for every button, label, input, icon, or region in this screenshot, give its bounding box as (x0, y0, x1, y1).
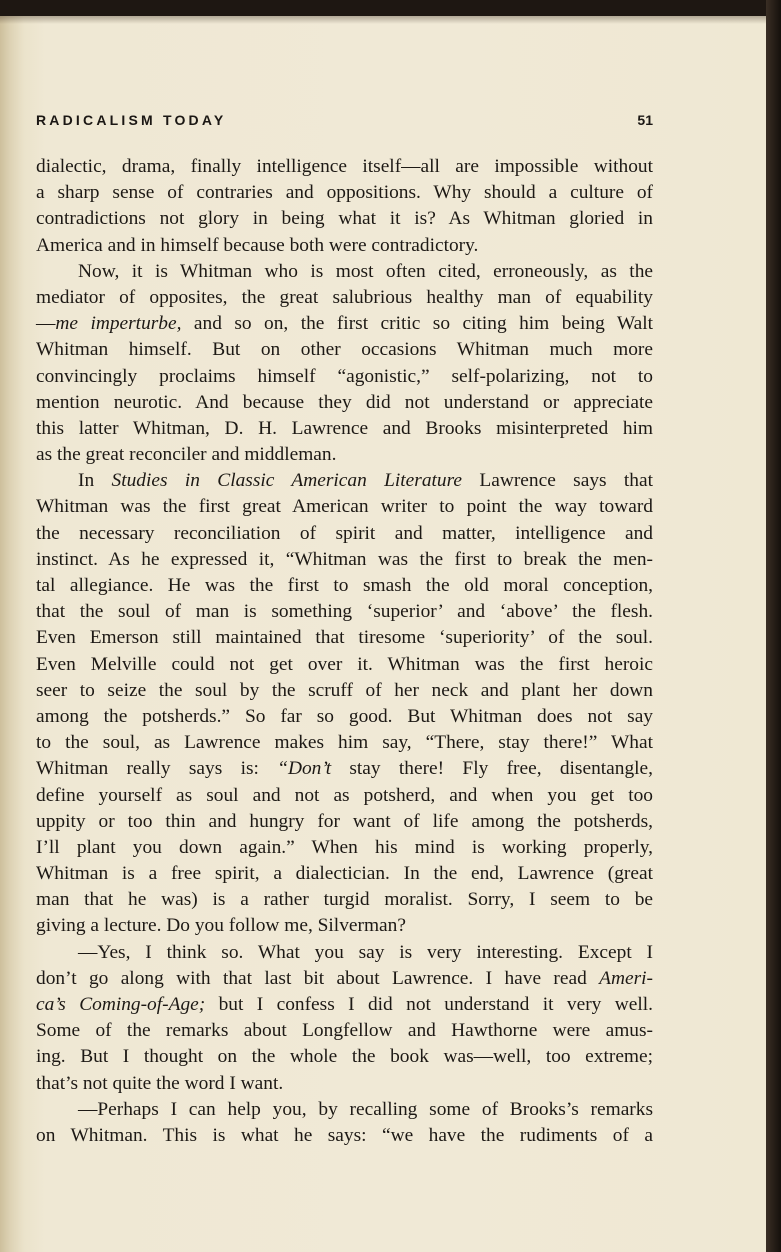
text-line: Whitman himself. But on other occasions Whitman much more (36, 339, 653, 361)
text-line: contradictions not glory in being what it is? As Whitman gloried in (36, 208, 653, 230)
text-line: that’s not quite the word I want. (36, 1072, 284, 1094)
text-line: —me imperturbe, and so on, the first critic so citing him being Walt (36, 313, 653, 335)
text-line: dialectic, drama, finally intelligence itself—all are impossible without (36, 156, 653, 177)
book-page (0, 16, 766, 1252)
text-line: Now, it is Whitman who is most often cited, erroneously, as the (78, 260, 653, 282)
text-line: ing. But I thought on the whole the book was—well, too extreme; (36, 1046, 653, 1068)
text-line: convincingly proclaims himself “agonistic,” self-polarizing, not to (36, 365, 653, 387)
running-head: RADICALISM TODAY (36, 112, 227, 128)
text-line: mention neurotic. And because they did not understand or appreciate (36, 391, 653, 413)
text-line: among the potsherds.” So far so good. But Whitman does not say (36, 705, 653, 727)
text-line: instinct. As he expressed it, “Whitman was the first to break the men- (36, 548, 653, 570)
text-line: a sharp sense of contraries and oppositions. Why should a culture of (36, 182, 653, 204)
text-line: —Perhaps I can help you, by recalling some of Brooks’s remarks (78, 1098, 653, 1120)
text-line: Whitman was the first great American writer to point the way toward (36, 496, 653, 518)
text-line: that the soul of man is something ‘superior’ and ‘above’ the flesh. (36, 601, 653, 623)
text-line: In Studies in Classic American Literature Lawrence says that (78, 470, 653, 492)
text-line: define yourself as soul and not as potsherd, and when you get too (36, 784, 653, 806)
book-edge-shadow (766, 0, 781, 1252)
text-line: Some of the remarks about Longfellow and Hawthorne were amus- (36, 1020, 653, 1042)
text-line: as the great reconciler and middleman. (36, 444, 337, 466)
text-line: the necessary reconciliation of spirit and matter, intelligence and (36, 522, 653, 544)
text-line: Even Melville could not get over it. Whitman was the first heroic (36, 653, 653, 675)
text-line: seer to seize the soul by the scruff of her neck and plant her down (36, 679, 653, 701)
text-line: don’t go along with that last bit about Lawrence. I have read Ameri- (36, 967, 653, 989)
text-line: Whitman is a free spirit, a dialectician. In the end, Lawrence (great (36, 863, 653, 885)
text-line: Even Emerson still maintained that tiresome ‘superiority’ of the soul. (36, 627, 653, 649)
text-line: to the soul, as Lawrence makes him say, “There, stay there!” What (36, 732, 653, 754)
text-line: tal allegiance. He was the first to smash the old moral conception, (36, 575, 653, 596)
page-header (36, 112, 653, 138)
text-line: giving a lecture. Do you follow me, Silverman? (36, 915, 406, 937)
italic-text: Studies in Classic American Literature (111, 470, 463, 492)
page-top-shadow (0, 16, 766, 24)
italic-text: “Don’t (277, 758, 332, 780)
text-line: I’ll plant you down again.” When his mind is working properly, (36, 836, 653, 858)
text-line: —Yes, I think so. What you say is very interesting. Except I (78, 941, 653, 963)
body-text (36, 154, 653, 1149)
italic-text: Ameri- (599, 967, 653, 989)
text-line: man that he was) is a rather turgid moralist. Sorry, I seem to be (36, 889, 653, 911)
text-line: on Whitman. This is what he says: “we have the rudiments of a (36, 1124, 653, 1146)
text-line: Whitman really says is: “Don’t stay there! Fly free, disentangle, (36, 758, 653, 780)
page-number: 51 (637, 112, 653, 128)
text-line: ca’s Coming-of-Age; but I confess I did not understand it very well. (36, 994, 653, 1015)
italic-text: me imperturbe, (55, 313, 182, 335)
text-line: uppity or too thin and hungry for want of life among the potsherds, (36, 810, 653, 832)
text-line: mediator of opposites, the great salubrious healthy man of equability (36, 286, 653, 308)
italic-text: ca’s Coming-of-Age; (36, 994, 206, 1015)
text-line: this latter Whitman, D. H. Lawrence and Brooks misinterpreted him (36, 417, 653, 439)
text-line: America and in himself because both were contradictory. (36, 234, 479, 256)
